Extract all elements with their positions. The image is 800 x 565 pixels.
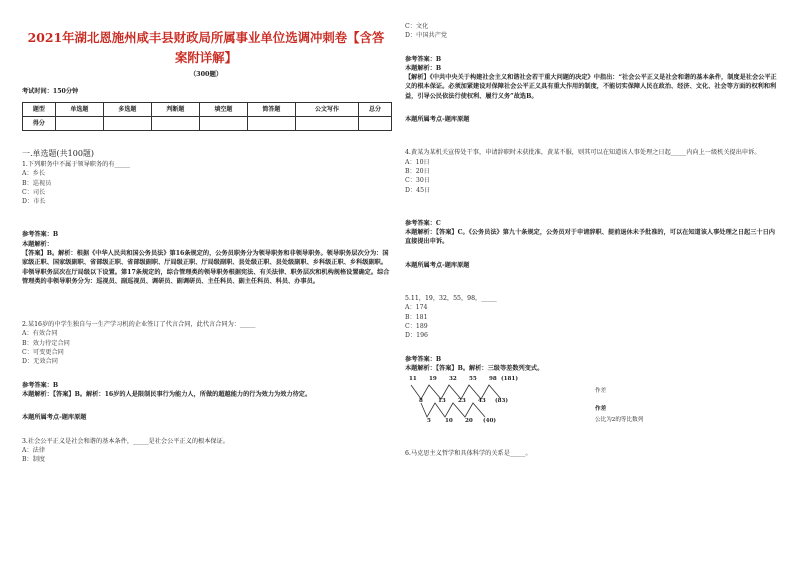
score-cell xyxy=(55,116,103,130)
question-stem: 6.马克思主义哲学和具体科学的关系是_____。 xyxy=(405,450,532,458)
score-cell xyxy=(151,116,199,130)
table-header: 单选题 xyxy=(55,102,103,116)
table-header: 多选题 xyxy=(103,102,151,116)
sequence-diagram xyxy=(405,375,665,427)
score-cell xyxy=(247,116,295,130)
answer-4 xyxy=(405,219,777,247)
right-column xyxy=(405,0,777,458)
sequence-top-term: 98 xyxy=(489,376,497,383)
source-note: 本题所属考点-题库原题 xyxy=(405,116,470,124)
option: D：中国共产党 xyxy=(405,32,448,40)
source-note: 本题所属考点-题库原题 xyxy=(405,261,470,269)
option: B：20日 xyxy=(405,167,430,175)
option: C：189 xyxy=(405,322,428,330)
sequence-diff-term: 13 xyxy=(438,398,446,405)
option: B：181 xyxy=(405,313,428,321)
question-stem: 5.11，19，32，55，98，_____ xyxy=(405,295,497,303)
table-header: 题型 xyxy=(23,102,56,116)
question-stem: 1.下列职务中不属于领导职务的有_____ xyxy=(22,160,130,168)
reference-answer: 参考答案：B xyxy=(22,231,59,239)
label-diff2: 作差 xyxy=(595,406,607,413)
question-5 xyxy=(405,294,777,340)
option: B：制度 xyxy=(22,456,46,464)
sequence-diff-term: 8 xyxy=(419,398,423,405)
option: A：10日 xyxy=(405,158,430,166)
question-stem: 2.某16岁的中学生独自与一生产学习机的企业签订了代言合同，此代言合同为：_____ xyxy=(22,321,256,329)
option: A：174 xyxy=(405,304,428,312)
explanation: 【答案】B。解析：根据《中华人民共和国公务员法》第16条规定的，公务员职务分为领导职务和非领导职务。领导职务层次分为：国家级正职、国家级副职、省部级正职、省部级副职、厅局级正职、厅局级副职、县处级正职、县处级副职、乡科级正职、乡科级副职。非领导职务层次在厅局级以下设置。第17条规定的，综合管理类的领导职务根据宪法、有关法律、职务层次和机构规格设置确定。综合管理类的非领导职务分为：巡视员、副巡视员、调研员、副调研员、主任科员、副主任科员、科员、办事员。 xyxy=(22,249,390,285)
reference-answer: 参考答案：B xyxy=(405,55,442,63)
label-ratio: 公比为2的等比数列 xyxy=(595,417,644,424)
score-table-score-row xyxy=(23,116,392,130)
sequence-top-term: (181) xyxy=(501,376,518,383)
score-cell xyxy=(295,116,358,130)
question-1 xyxy=(22,160,390,206)
option: D：196 xyxy=(405,332,428,340)
document-title: 2021年湖北恩施州咸丰县财政局所属事业单位选调冲刺卷【含答案附详解】 xyxy=(27,30,385,65)
score-table xyxy=(22,102,392,131)
sequence-diff2-term: (40) xyxy=(483,418,497,425)
option: C：可变更合同 xyxy=(22,349,64,357)
score-cell xyxy=(359,116,392,130)
sequence-diff-term: 43 xyxy=(478,398,486,405)
source-note: 本题所属考点-题库原题 xyxy=(22,414,87,422)
answer-3 xyxy=(405,55,777,101)
option: C：文化 xyxy=(405,23,429,30)
question-4 xyxy=(405,148,777,194)
option: B：巡视员 xyxy=(22,179,52,187)
sequence-diff2-term: 20 xyxy=(465,418,473,425)
table-header: 总分 xyxy=(359,102,392,116)
score-table-header-row xyxy=(23,102,392,116)
explanation: 【解析】《中共中央关于构建社会主义和谐社会若干重大问题的决定》中指出：“社会公平正义是社会和谐的基本条件，制度是社会公平正义的根本保证。必须加紧建设对保障社会公平正义具有重大作用的制度，不能切实保障人民在政治、经济、文化、社会等方面的权利和利益，引导公民依法行使权利、履行义务”故选B。 xyxy=(405,74,777,100)
explanation-label: 本题解析： xyxy=(22,240,53,248)
option: A：有效合同 xyxy=(22,330,58,338)
question-3 xyxy=(22,437,390,465)
reference-answer: 参考答案：C xyxy=(405,219,441,227)
table-header: 公文写作 xyxy=(295,102,358,116)
score-row-label: 得分 xyxy=(23,116,56,130)
section-title: 一.单选题(共100题) xyxy=(22,148,95,158)
answer-2 xyxy=(22,381,390,400)
question-6 xyxy=(405,449,777,458)
sequence-diff2-term: 5 xyxy=(427,418,431,425)
sequence-diff2-term: 10 xyxy=(445,418,453,425)
table-header: 填空题 xyxy=(199,102,247,116)
sequence-top-term: 55 xyxy=(469,376,477,383)
reference-answer: 参考答案：B xyxy=(22,381,59,389)
table-header: 简答题 xyxy=(247,102,295,116)
option: A：法律 xyxy=(22,446,46,454)
option: C：司长 xyxy=(22,188,46,196)
score-note: （300题） xyxy=(189,70,223,78)
sequence-diff-term: 23 xyxy=(458,398,466,405)
sequence-diff-term: (83) xyxy=(495,398,509,405)
option: A：乡长 xyxy=(22,170,46,178)
explanation-label: 本题解析：B xyxy=(405,64,442,72)
explanation: 本题解析：【答案】C。《公务员法》第九十条规定，公务员对于申请辞职、提前退休未予批准的，可以在知道该人事处理之日起三十日内直接提出申诉。 xyxy=(405,229,775,246)
answer-1 xyxy=(22,230,390,286)
left-column xyxy=(22,0,390,464)
answer-5 xyxy=(405,355,777,374)
option: B：效力待定合同 xyxy=(22,339,70,347)
reference-answer: 参考答案：B xyxy=(405,355,442,363)
table-header: 判断题 xyxy=(151,102,199,116)
sequence-top-term: 11 xyxy=(409,376,417,383)
score-cell xyxy=(199,116,247,130)
option: C：30日 xyxy=(405,177,430,185)
question-2 xyxy=(22,320,390,366)
option: D：45日 xyxy=(405,186,431,194)
sequence-top-term: 32 xyxy=(449,376,457,383)
question-stem: 3.社会公平正义是社会和谐的基本条件，_____是社会公平正义的根本保证。 xyxy=(22,437,229,445)
option: D：无效合同 xyxy=(22,358,58,366)
exam-time: 考试时间：150分钟 xyxy=(22,87,79,95)
question-3-continued xyxy=(405,22,777,41)
sequence-top-term: 19 xyxy=(429,376,437,383)
score-cell xyxy=(103,116,151,130)
label-diff: 作差 xyxy=(595,388,607,395)
explanation: 本题解析：【答案】B。解析：三级等差数列变式。 xyxy=(405,364,544,372)
question-stem: 4.黄某为某机关宣传处干事，申请辞职时未获批准，黄某不服，则其可以在知道该人事处理之日起_____内向上一级机关提出申诉。 xyxy=(405,149,761,157)
explanation: 本题解析：【答案】B。解析：16岁的人是限制民事行为能力人，所做的超越能力的行为效力为效力待定。 xyxy=(22,390,312,398)
option: D：市长 xyxy=(22,198,46,206)
